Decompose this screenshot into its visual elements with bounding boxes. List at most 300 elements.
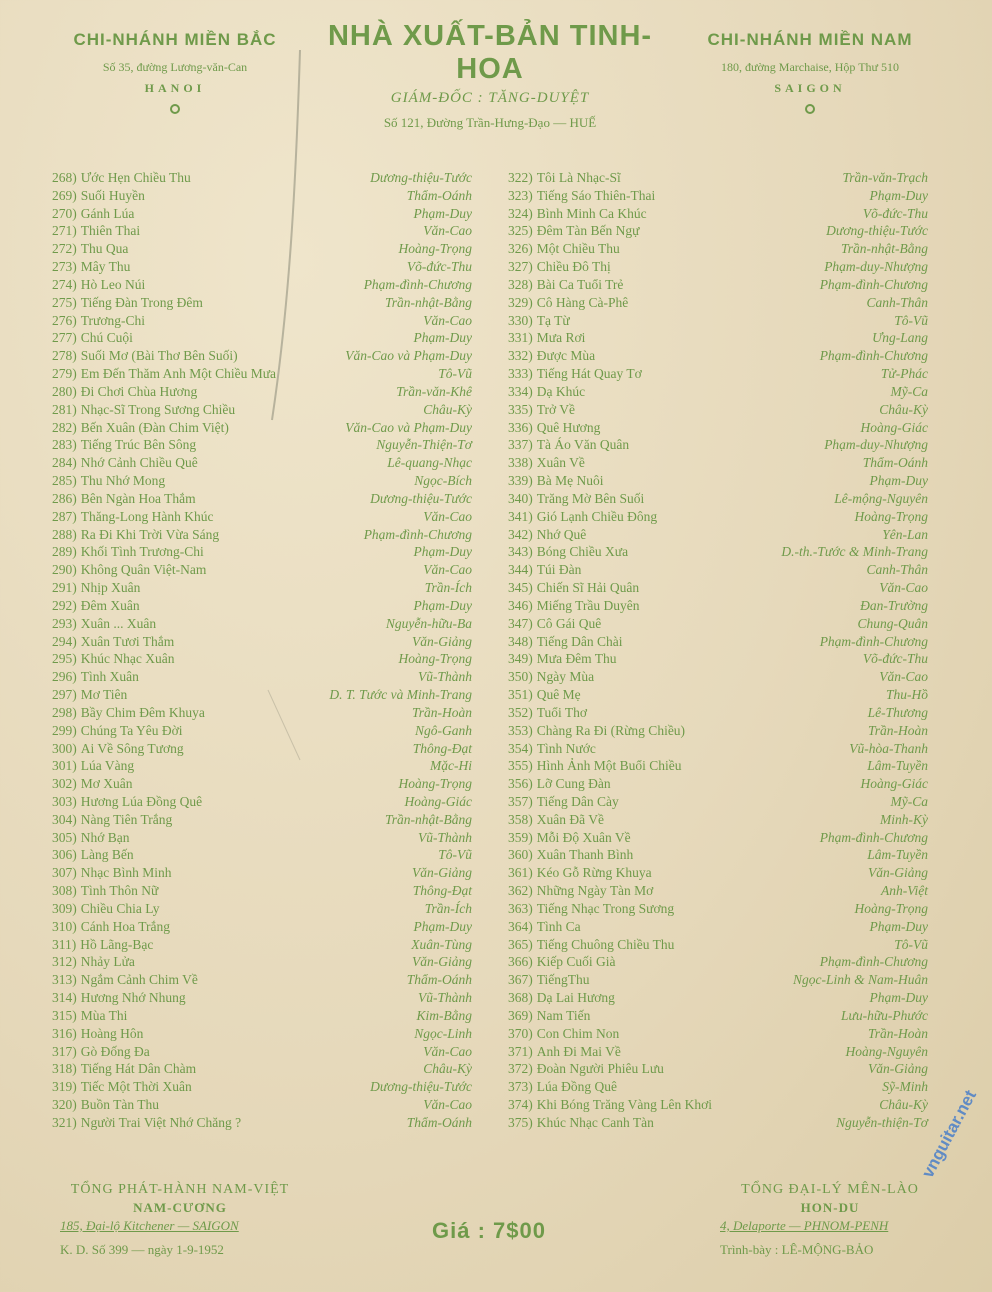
song-number: 285) — [52, 473, 77, 489]
song-title: TiếngThu — [536, 972, 590, 988]
song-number: 340) — [508, 490, 533, 506]
song-row — [52, 954, 472, 972]
song-author: Châu-Kỳ — [423, 401, 472, 417]
song-number: 349) — [508, 651, 533, 667]
song-author: Trần-Ích — [424, 580, 472, 596]
song-row — [52, 776, 472, 794]
song-list-left — [52, 170, 472, 1133]
song-row — [52, 1026, 472, 1044]
song-number: 286) — [52, 490, 77, 506]
song-row — [52, 1044, 472, 1062]
song-author: Lâm-Tuyền — [867, 847, 928, 863]
song-number: 361) — [508, 865, 533, 881]
song-title: Tiếng Chuông Chiều Thu — [536, 936, 675, 952]
song-row — [508, 170, 928, 188]
song-title: Tiếng Trúc Bên Sông — [80, 437, 197, 453]
song-row — [52, 705, 472, 723]
song-number: 291) — [52, 580, 77, 596]
song-row — [508, 384, 928, 402]
song-row — [52, 259, 472, 277]
song-author: Ngọc-Linh — [414, 1025, 472, 1041]
song-title: Cánh Hoa Trắng — [80, 918, 171, 934]
song-author: Phạm-đình-Chương — [819, 633, 928, 649]
song-title: Hương Nhớ Nhung — [80, 990, 186, 1006]
song-row — [508, 669, 928, 687]
song-number: 371) — [508, 1043, 533, 1059]
song-number: 334) — [508, 383, 533, 399]
song-author: Phạm-Duy — [869, 187, 928, 203]
song-title: Người Trai Việt Nhớ Chăng ? — [80, 1114, 242, 1130]
song-title: Xuân Thanh Bình — [536, 847, 634, 863]
song-author: Phạm-Duy — [869, 918, 928, 934]
song-number: 288) — [52, 526, 77, 542]
song-row — [508, 972, 928, 990]
permit-number: K. D. Số 399 — ngày 1-9-1952 — [60, 1242, 224, 1257]
song-title: Bầy Chim Đêm Khuya — [80, 704, 205, 720]
song-number: 272) — [52, 241, 77, 257]
song-title: Gánh Lúa — [80, 205, 135, 221]
song-row — [52, 901, 472, 919]
song-row — [52, 455, 472, 473]
song-title: Nhạc Bình Minh — [80, 865, 172, 881]
song-number: 309) — [52, 900, 77, 916]
song-number: 324) — [508, 205, 533, 221]
song-title: Mơ Tiên — [80, 687, 128, 703]
song-row — [508, 509, 928, 527]
song-author: Tô-Vũ — [438, 847, 472, 863]
song-title: Mưa Rơi — [536, 330, 586, 346]
song-author: Thông-Đạt — [412, 883, 472, 899]
song-number: 270) — [52, 205, 77, 221]
song-number: 373) — [508, 1079, 533, 1095]
song-row — [508, 634, 928, 652]
song-number: 277) — [52, 330, 77, 346]
song-number: 293) — [52, 615, 77, 631]
song-row — [52, 580, 472, 598]
song-author: Phạm-Duy — [869, 473, 928, 489]
song-title: Thu Nhớ Mong — [80, 473, 166, 489]
song-author: Dương-thiệu-Tước — [370, 490, 472, 506]
song-author: Dương-thiệu-Tước — [370, 170, 472, 185]
song-author: Phạm-Duy — [413, 918, 472, 934]
song-number: 353) — [508, 722, 533, 738]
song-title: Chiều Chia Ly — [80, 900, 160, 916]
song-number: 358) — [508, 811, 533, 827]
song-author: D. T. Tước và Minh-Trang — [329, 687, 472, 703]
song-number: 323) — [508, 187, 533, 203]
song-row — [508, 919, 928, 937]
song-title: Khi Bóng Trăng Vàng Lên Khơi — [536, 1097, 713, 1113]
song-author: Châu-Kỳ — [879, 401, 928, 417]
song-number: 318) — [52, 1061, 77, 1077]
song-title: Em Đến Thăm Anh Một Chiều Mưa — [80, 366, 277, 382]
song-number: 269) — [52, 187, 77, 203]
song-number: 339) — [508, 473, 533, 489]
song-number: 301) — [52, 758, 77, 774]
song-row — [508, 473, 928, 491]
song-row — [52, 723, 472, 741]
song-author: Trần-Hoàn — [867, 1025, 928, 1041]
song-row — [508, 206, 928, 224]
song-title: Suối Mơ (Bài Thơ Bên Suối) — [80, 348, 238, 364]
song-number: 360) — [508, 847, 533, 863]
song-title: Hoàng Hôn — [80, 1025, 144, 1041]
song-author: Dương-thiệu-Tước — [370, 1079, 472, 1095]
song-title: Bình Minh Ca Khúc — [536, 205, 647, 221]
song-title: Hình Ảnh Một Buổi Chiều — [536, 758, 682, 774]
song-number: 351) — [508, 687, 533, 703]
song-title: Lúa Vàng — [80, 758, 135, 774]
song-number: 271) — [52, 223, 77, 239]
song-author: Hoàng-Trọng — [398, 776, 472, 792]
song-number: 305) — [52, 829, 77, 845]
song-number: 325) — [508, 223, 533, 239]
song-row — [52, 616, 472, 634]
song-row — [508, 954, 928, 972]
song-title: Quê Mẹ — [536, 687, 581, 703]
song-number: 329) — [508, 294, 533, 310]
song-row — [508, 527, 928, 545]
song-title: Mơ Xuân — [80, 776, 133, 792]
song-row — [508, 223, 928, 241]
song-number: 328) — [508, 276, 533, 292]
song-author: Lâm-Tuyền — [867, 758, 928, 774]
song-author: Xuân-Tùng — [411, 936, 472, 952]
song-number: 280) — [52, 383, 77, 399]
song-row — [52, 491, 472, 509]
song-row — [52, 277, 472, 295]
song-number: 363) — [508, 900, 533, 916]
song-title: Nhạc-Sĩ Trong Sương Chiều — [80, 401, 236, 417]
song-row — [508, 348, 928, 366]
song-row — [52, 420, 472, 438]
song-number: 356) — [508, 776, 533, 792]
song-title: Tiếng Nhạc Trong Sương — [536, 900, 675, 916]
song-row — [508, 188, 928, 206]
song-author: Sỹ-Minh — [882, 1079, 928, 1095]
song-title: Tiếc Một Thời Xuân — [80, 1079, 192, 1095]
song-author: Lê-Thương — [867, 704, 928, 720]
song-title: Đêm Xuân — [80, 597, 140, 613]
song-title: Dạ Lai Hương — [536, 990, 615, 1006]
song-row — [52, 223, 472, 241]
song-author: Đan-Trường — [860, 597, 928, 613]
song-number: 287) — [52, 508, 77, 524]
song-number: 355) — [508, 758, 533, 774]
song-number: 335) — [508, 401, 533, 417]
song-row — [52, 1008, 472, 1026]
song-author: Văn-Giảng — [868, 1061, 928, 1077]
song-title: Đoàn Người Phiêu Lưu — [536, 1061, 664, 1077]
song-author: Châu-Kỳ — [423, 1061, 472, 1077]
song-author: Hoàng-Giác — [860, 776, 928, 792]
song-row — [508, 544, 928, 562]
song-row — [508, 1044, 928, 1062]
song-author: Văn-Cao — [423, 312, 472, 328]
song-row — [508, 723, 928, 741]
song-title: Túi Đàn — [536, 562, 582, 578]
song-number: 310) — [52, 918, 77, 934]
song-number: 302) — [52, 776, 77, 792]
song-number: 294) — [52, 633, 77, 649]
song-author: Văn-Cao — [423, 508, 472, 524]
song-row — [52, 188, 472, 206]
song-number: 290) — [52, 562, 77, 578]
song-row — [52, 170, 472, 188]
song-title: Dạ Khúc — [536, 383, 586, 399]
agent-title: TỔNG ĐẠI-LÝ MÊN-LÀO — [741, 1182, 919, 1197]
publisher-address: Số 121, Đường Trần-Hưng-Đạo — HUẾ — [383, 115, 597, 130]
song-row — [52, 206, 472, 224]
song-row — [508, 883, 928, 901]
song-number: 311) — [52, 936, 77, 952]
branch-north-city: HANOI — [144, 81, 206, 95]
song-row — [52, 1097, 472, 1115]
song-author: Phạm-Duy — [869, 990, 928, 1006]
song-number: 284) — [52, 455, 77, 471]
song-title: Chiến Sĩ Hải Quân — [536, 580, 640, 596]
song-row — [508, 1079, 928, 1097]
song-row — [52, 865, 472, 883]
song-row — [508, 901, 928, 919]
song-author: Phạm-Duy — [413, 330, 472, 346]
song-title: Tiếng Hát Quay Tơ — [536, 366, 642, 382]
song-title: Xuân Đã Về — [536, 811, 604, 827]
song-author: Tô-Vũ — [438, 366, 472, 382]
song-author: Thẩm-Oánh — [406, 972, 472, 988]
song-number: 276) — [52, 312, 77, 328]
song-row — [508, 651, 928, 669]
song-author: Tử-Phác — [880, 366, 928, 382]
song-title: Nhớ Cảnh Chiều Quê — [80, 455, 198, 471]
song-author: Trần-văn-Khê — [396, 383, 472, 399]
song-row — [508, 812, 928, 830]
distributor-block — [60, 1182, 330, 1258]
song-number: 283) — [52, 437, 77, 453]
song-author: Phạm-đình-Chương — [819, 276, 928, 292]
branch-north-title: CHI-NHÁNH MIỀN BẮC — [73, 30, 277, 49]
song-title: Tiếng Dân Cày — [536, 793, 619, 809]
song-title: Nhớ Bạn — [80, 829, 130, 845]
song-title: Cô Hàng Cà-Phê — [536, 294, 629, 310]
song-number: 307) — [52, 865, 77, 881]
song-number: 331) — [508, 330, 533, 346]
song-title: Mùa Thi — [80, 1007, 128, 1023]
song-title: Tiếng Đàn Trong Đêm — [80, 294, 203, 310]
song-row — [52, 741, 472, 759]
song-title: Bài Ca Tuổi Trẻ — [536, 276, 624, 292]
song-row — [52, 812, 472, 830]
ornament-dot-icon — [670, 96, 950, 119]
song-title: Kéo Gỗ Rừng Khuya — [536, 865, 652, 881]
song-author: Thẩm-Oánh — [862, 455, 928, 471]
song-row — [52, 794, 472, 812]
song-title: Xuân ... Xuân — [80, 615, 157, 631]
song-number: 273) — [52, 259, 77, 275]
song-author: Ngọc-Linh & Nam-Huân — [793, 972, 928, 988]
song-title: Nam Tiến — [536, 1007, 591, 1023]
song-title: Chiều Đô Thị — [536, 259, 611, 275]
song-author: Canh-Thân — [866, 562, 928, 578]
song-author: Hoàng-Trọng — [398, 651, 472, 667]
song-author: Phạm-Duy — [413, 544, 472, 560]
song-number: 319) — [52, 1079, 77, 1095]
song-row — [52, 1079, 472, 1097]
song-number: 281) — [52, 401, 77, 417]
song-number: 321) — [52, 1114, 77, 1130]
song-author: Văn-Giảng — [412, 633, 472, 649]
song-row — [508, 402, 928, 420]
song-row — [508, 616, 928, 634]
song-number: 359) — [508, 829, 533, 845]
song-author: Kim-Bằng — [416, 1007, 472, 1023]
song-author: Hoàng-Nguyên — [845, 1043, 928, 1059]
song-number: 366) — [508, 954, 533, 970]
song-row — [508, 687, 928, 705]
song-list-right — [508, 170, 928, 1133]
song-author: Văn-Giảng — [412, 865, 472, 881]
publisher-header — [310, 20, 670, 131]
song-number: 316) — [52, 1025, 77, 1041]
song-row — [52, 937, 472, 955]
song-author: Văn-Cao và Phạm-Duy — [345, 348, 472, 364]
branch-north-address: Số 35, đường Lương-văn-Can — [102, 60, 248, 74]
song-title: Đi Chơi Chùa Hương — [80, 383, 198, 399]
song-number: 345) — [508, 580, 533, 596]
song-row — [52, 473, 472, 491]
song-author: Mỹ-Ca — [890, 383, 928, 399]
song-row — [508, 420, 928, 438]
song-author: Ưng-Lang — [872, 330, 928, 346]
song-author: Võ-đức-Thu — [862, 205, 928, 221]
song-number: 357) — [508, 793, 533, 809]
song-row — [52, 402, 472, 420]
song-title: Được Mùa — [536, 348, 596, 364]
song-author: Trần-Hoàn — [867, 722, 928, 738]
song-number: 326) — [508, 241, 533, 257]
song-author: Vũ-Thành — [418, 990, 472, 1006]
song-title: Chàng Ra Đi (Rừng Chiều) — [536, 722, 686, 738]
song-title: Con Chim Non — [536, 1025, 620, 1041]
song-row — [508, 741, 928, 759]
song-row — [52, 509, 472, 527]
song-title: Trương-Chi — [80, 312, 145, 328]
song-author: Anh-Việt — [881, 883, 928, 899]
song-row — [508, 330, 928, 348]
song-row — [508, 794, 928, 812]
song-title: Trở Về — [536, 401, 576, 417]
song-author: Phạm-đình-Chương — [363, 276, 472, 292]
song-number: 304) — [52, 811, 77, 827]
song-row — [508, 990, 928, 1008]
song-number: 367) — [508, 972, 533, 988]
song-author: Mặc-Hi — [430, 758, 472, 774]
song-row — [508, 455, 928, 473]
song-row — [52, 330, 472, 348]
song-number: 312) — [52, 954, 77, 970]
song-author: Văn-Cao — [423, 1097, 472, 1113]
song-row — [508, 491, 928, 509]
song-number: 350) — [508, 669, 533, 685]
song-author: Dương-thiệu-Tước — [826, 223, 928, 239]
song-title: Bến Xuân (Đàn Chim Việt) — [80, 419, 229, 435]
song-title: Tình Xuân — [80, 669, 139, 685]
song-number: 279) — [52, 366, 77, 382]
song-number: 342) — [508, 526, 533, 542]
song-row — [52, 1061, 472, 1079]
song-title: Tình Nước — [536, 740, 596, 756]
song-title: Tiếng Sáo Thiên-Thai — [536, 187, 656, 203]
song-number: 337) — [508, 437, 533, 453]
song-title: Buồn Tàn Thu — [80, 1097, 160, 1113]
song-title: Không Quân Việt-Nam — [80, 562, 207, 578]
agent-name: HON-DU — [800, 1200, 860, 1215]
song-author: Lê-quang-Nhạc — [387, 455, 472, 471]
song-title: Lỡ Cung Đàn — [536, 776, 611, 792]
song-author: Phạm-đình-Chương — [819, 829, 928, 845]
song-row — [508, 313, 928, 331]
song-title: Suối Huyền — [80, 187, 145, 203]
song-title: Nhớ Quê — [536, 526, 587, 542]
song-number: 327) — [508, 259, 533, 275]
song-row — [508, 776, 928, 794]
song-title: Nhảy Lửa — [80, 954, 135, 970]
song-author: Tô-Vũ — [894, 312, 928, 328]
song-row — [508, 847, 928, 865]
song-title: Khúc Nhạc Canh Tàn — [536, 1114, 654, 1130]
song-number: 330) — [508, 312, 533, 328]
song-author: Chung-Quân — [857, 615, 928, 631]
branch-north — [40, 30, 310, 119]
song-row — [508, 937, 928, 955]
song-author: Phạm-đình-Chương — [819, 348, 928, 364]
song-number: 364) — [508, 918, 533, 934]
song-author: Canh-Thân — [866, 294, 928, 310]
song-author: Văn-Cao — [423, 1043, 472, 1059]
song-author: Hoàng-Giác — [860, 419, 928, 435]
song-row — [508, 1115, 928, 1133]
song-row — [52, 758, 472, 776]
song-title: Nhịp Xuân — [80, 580, 141, 596]
song-row — [52, 972, 472, 990]
song-title: Tiếng Dân Chài — [536, 633, 623, 649]
song-number: 282) — [52, 419, 77, 435]
song-number: 299) — [52, 722, 77, 738]
song-number: 343) — [508, 544, 533, 560]
song-title: Bóng Chiều Xưa — [536, 544, 629, 560]
song-title: Thu Qua — [80, 241, 129, 257]
song-number: 278) — [52, 348, 77, 364]
song-number: 295) — [52, 651, 77, 667]
song-number: 341) — [508, 508, 533, 524]
song-author: Vũ-hòa-Thanh — [849, 740, 928, 756]
song-author: Võ-đức-Thu — [406, 259, 472, 275]
song-author: Phạm-Duy — [413, 205, 472, 221]
song-number: 296) — [52, 669, 77, 685]
song-number: 313) — [52, 972, 77, 988]
song-number: 322) — [508, 170, 533, 185]
song-title: Tình Ca — [536, 918, 581, 934]
song-row — [508, 1097, 928, 1115]
song-author: Võ-đức-Thu — [862, 651, 928, 667]
song-author: Nguyễn-hữu-Ba — [385, 615, 472, 631]
song-author: Lê-mộng-Nguyên — [834, 490, 928, 506]
song-author: Trần-văn-Trạch — [842, 170, 928, 185]
song-author: Trần-nhật-Bằng — [840, 241, 928, 257]
song-title: Hương Lúa Đồng Quê — [80, 793, 203, 809]
song-number: 303) — [52, 793, 77, 809]
song-author: Thông-Đạt — [412, 740, 472, 756]
